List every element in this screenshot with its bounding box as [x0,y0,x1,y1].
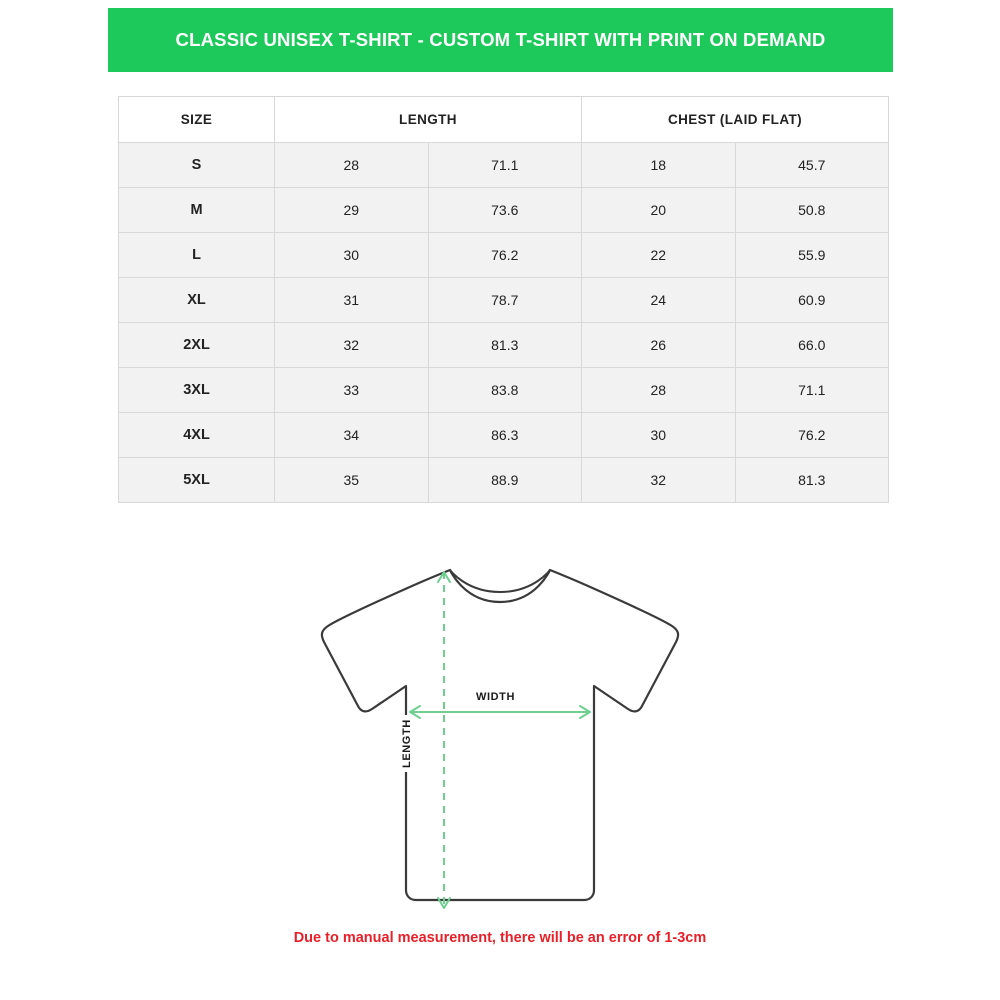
cell-chest-cm: 71.1 [735,368,889,413]
cell-length-in: 31 [275,278,429,323]
table-row [119,233,889,278]
cell-chest-cm: 50.8 [735,188,889,233]
cell-chest-cm: 76.2 [735,413,889,458]
cell-chest-in: 20 [582,188,736,233]
cell-size: 4XL [119,413,275,458]
page-title: CLASSIC UNISEX T-SHIRT - CUSTOM T-SHIRT WITH PRINT ON DEMAND [175,29,826,50]
column-header-size: SIZE [119,97,275,143]
cell-size: S [119,143,275,188]
cell-length-in: 33 [275,368,429,413]
cell-chest-cm: 45.7 [735,143,889,188]
cell-length-in: 28 [275,143,429,188]
cell-chest-cm: 60.9 [735,278,889,323]
cell-size: L [119,233,275,278]
width-label: WIDTH [472,690,519,704]
cell-chest-in: 28 [582,368,736,413]
cell-chest-in: 24 [582,278,736,323]
table-row [119,188,889,233]
table-row [119,323,889,368]
cell-length-cm: 88.9 [428,458,582,503]
table-header-row [119,97,889,143]
cell-chest-cm: 55.9 [735,233,889,278]
cell-length-in: 32 [275,323,429,368]
cell-chest-in: 32 [582,458,736,503]
cell-length-in: 35 [275,458,429,503]
cell-chest-cm: 66.0 [735,323,889,368]
measurement-disclaimer: Due to manual measurement, there will be an error of 1-3cm [293,930,707,946]
table-row [119,143,889,188]
cell-length-cm: 83.8 [428,368,582,413]
cell-size: 2XL [119,323,275,368]
table-row [119,458,889,503]
cell-chest-cm: 81.3 [735,458,889,503]
tshirt-outline-icon [300,540,700,930]
column-header-length: LENGTH [275,97,582,143]
table-row [119,278,889,323]
length-label: LENGTH [400,715,414,772]
cell-length-cm: 81.3 [428,323,582,368]
cell-chest-in: 30 [582,413,736,458]
cell-chest-in: 22 [582,233,736,278]
header-banner [108,8,893,72]
tshirt-diagram [300,540,700,930]
cell-size: 5XL [119,458,275,503]
table-row [119,413,889,458]
cell-length-in: 29 [275,188,429,233]
column-header-chest: CHEST (LAID FLAT) [582,97,889,143]
table-row [119,368,889,413]
cell-size: XL [119,278,275,323]
cell-length-cm: 76.2 [428,233,582,278]
cell-chest-in: 26 [582,323,736,368]
cell-length-in: 34 [275,413,429,458]
size-chart-table [118,96,889,503]
cell-length-cm: 86.3 [428,413,582,458]
cell-length-cm: 71.1 [428,143,582,188]
cell-chest-in: 18 [582,143,736,188]
cell-length-in: 30 [275,233,429,278]
cell-length-cm: 78.7 [428,278,582,323]
cell-size: 3XL [119,368,275,413]
cell-size: M [119,188,275,233]
cell-length-cm: 73.6 [428,188,582,233]
